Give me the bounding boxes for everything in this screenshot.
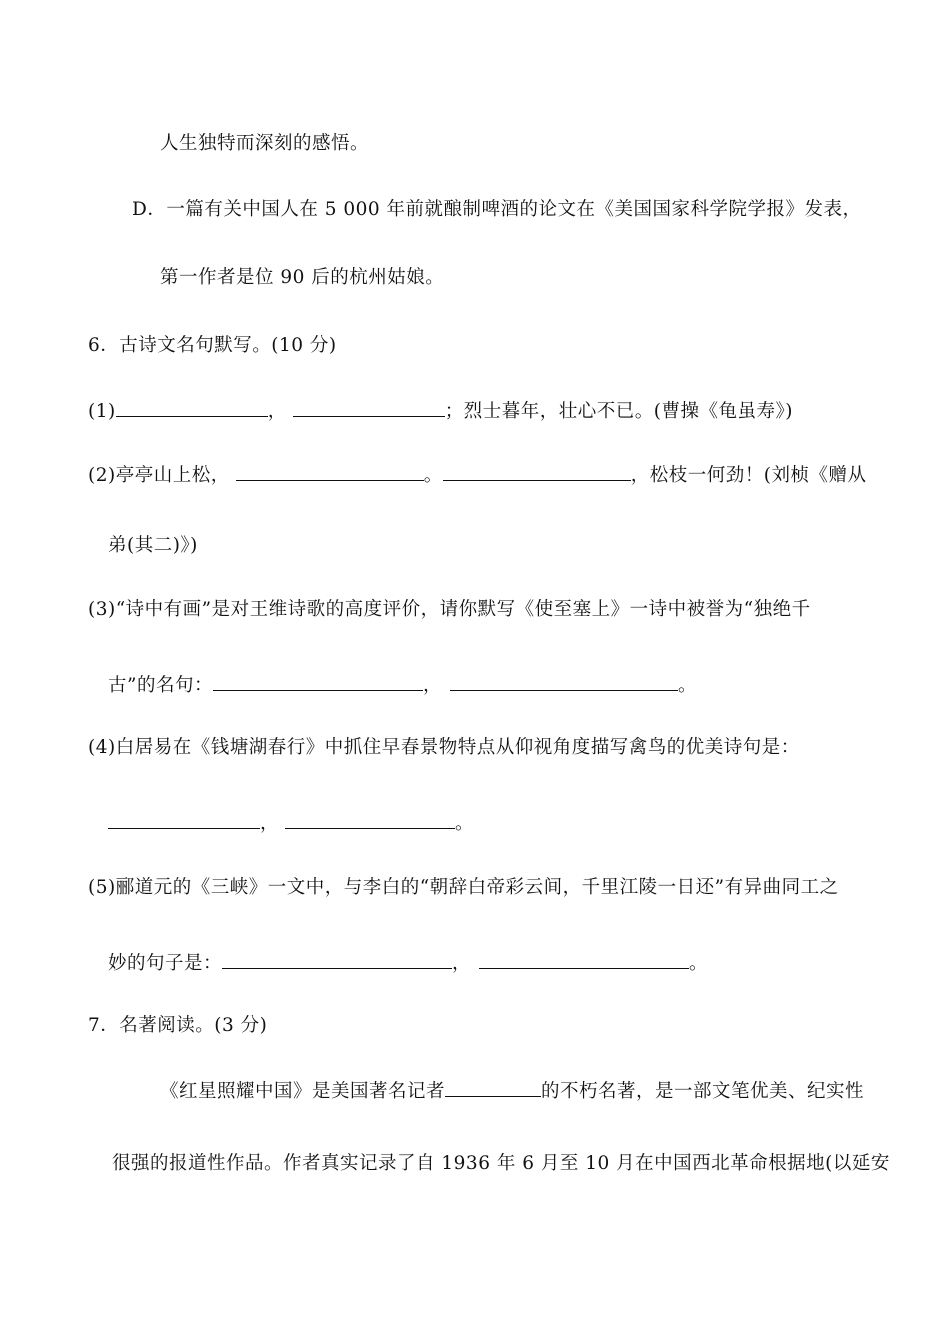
separator: 。 — [423, 465, 443, 486]
question-6-4-answer — [108, 810, 474, 836]
answer-blank[interactable] — [213, 672, 423, 691]
answer-blank[interactable] — [479, 950, 689, 969]
question-6-title: 6．古诗文名句默写。(10 分) — [88, 335, 337, 356]
answer-blank[interactable] — [445, 1078, 541, 1097]
verse-text: ，松枝一何劲！(刘桢《赠从 — [630, 465, 867, 486]
answer-blank[interactable] — [293, 398, 445, 417]
question-6-1 — [88, 398, 793, 424]
question-6-4: (4)白居易在《钱塘湖春行》中抓住早春景物特点从仰视角度描写禽鸟的优美诗句是： — [88, 737, 800, 758]
answer-blank[interactable] — [443, 462, 631, 481]
text: 妙的句子是： — [108, 953, 223, 974]
text-line: 人生独特而深刻的感悟。 — [160, 133, 370, 154]
end-mark: 。 — [455, 813, 475, 834]
question-6-3-cont — [108, 672, 697, 698]
question-7-title: 7．名著阅读。(3 分) — [88, 1015, 268, 1036]
answer-blank[interactable] — [450, 672, 678, 691]
separator: ， — [267, 401, 287, 422]
answer-blank[interactable] — [108, 810, 260, 829]
verse-text: ；烈士暮年，壮心不已。(曹操《龟虽寿》) — [444, 401, 793, 422]
answer-blank[interactable] — [236, 462, 424, 481]
question-6-5-cont — [108, 950, 708, 976]
question-6-3: (3)“诗中有画”是对王维诗歌的高度评价，请你默写《使至塞上》一诗中被誉为“独绝千 — [88, 599, 811, 620]
separator: ， — [452, 953, 472, 974]
end-mark: 。 — [689, 953, 709, 974]
answer-blank[interactable] — [285, 810, 455, 829]
answer-blank[interactable] — [222, 950, 452, 969]
text: 古”的名句： — [108, 675, 213, 696]
text: 的不朽名著，是一部文笔优美、纪实性 — [541, 1081, 865, 1102]
question-6-5: (5)郦道元的《三峡》一文中，与李白的“朝辞白帝彩云间，千里江陵一日还”有异曲同工之 — [88, 877, 839, 898]
text-line: 弟(其二)》) — [108, 535, 198, 556]
verse-text: (2)亭亭山上松， — [88, 465, 230, 486]
separator: ， — [260, 813, 280, 834]
question-7-paragraph-cont: 很强的报道性作品。作者真实记录了自 1936 年 6 月至 10 月在中国西北革命根据地(以延安 — [112, 1153, 890, 1174]
separator: ， — [422, 675, 442, 696]
option-d: D．一篇有关中国人在 5 000 年前就酿制啤酒的论文在《美国国家科学院学报》发表， — [132, 199, 862, 220]
question-7-paragraph — [160, 1078, 864, 1104]
item-label: (1) — [88, 401, 116, 422]
end-mark: 。 — [677, 675, 697, 696]
question-6-2 — [88, 462, 866, 488]
answer-blank[interactable] — [116, 398, 268, 417]
text: 《红星照耀中国》是美国著名记者 — [160, 1081, 446, 1102]
text-line: 第一作者是位 90 后的杭州姑娘。 — [160, 267, 445, 288]
